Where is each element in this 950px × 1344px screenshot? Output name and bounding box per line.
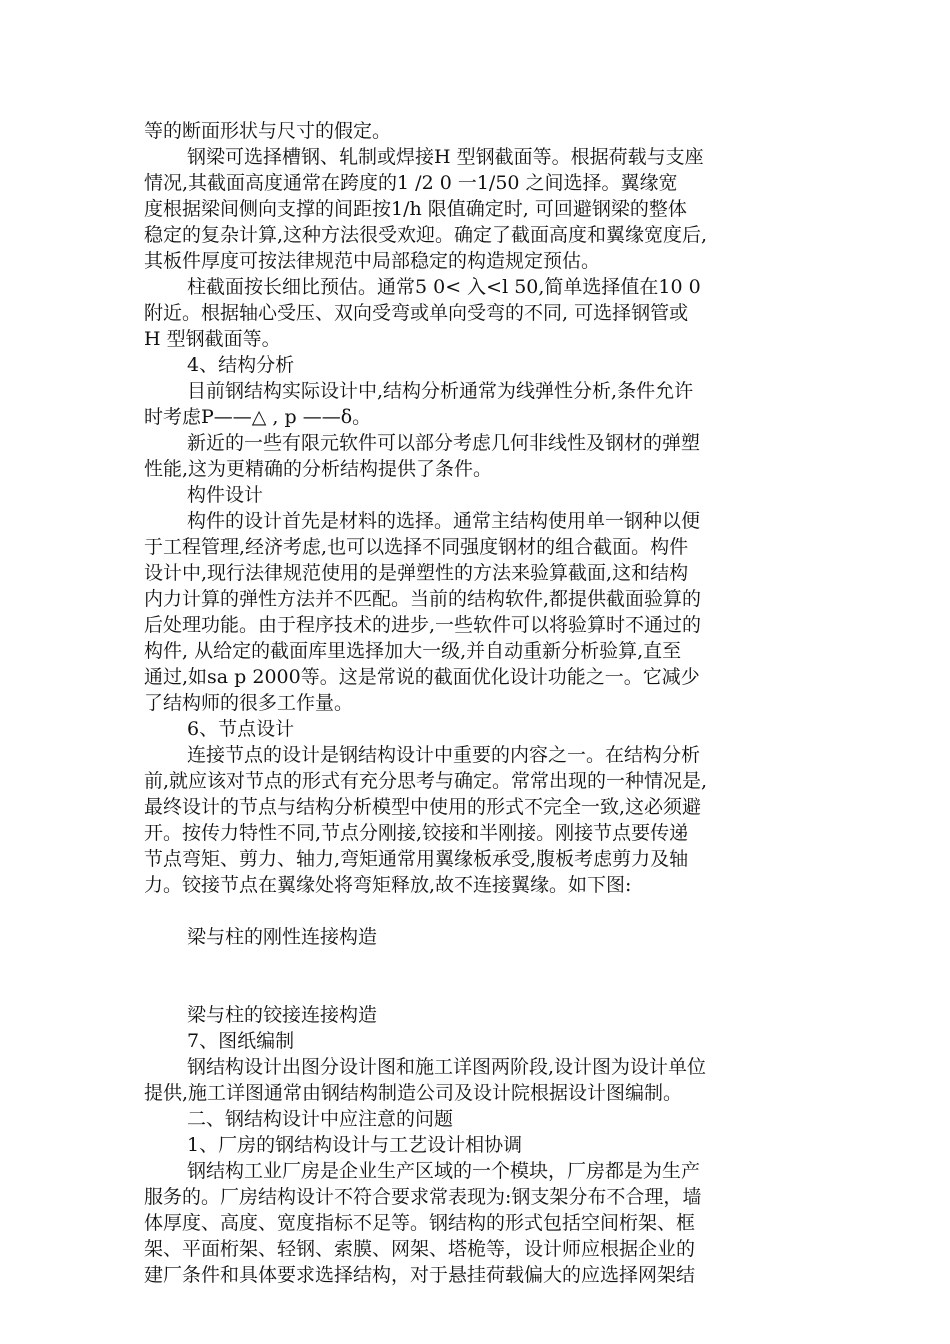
- text-line: 等的断面形状与尺寸的假定。: [144, 120, 392, 142]
- text-line: 梁与柱的铰接连接构造: [187, 1004, 378, 1026]
- text-line: 节点弯矩、剪力、轴力,弯矩通常用翼缘板承受,腹板考虑剪力及轴: [144, 848, 689, 870]
- text-line: 钢梁可选择槽钢、轧制或焊接H 型钢截面等。根据荷载与支座: [187, 146, 704, 168]
- text-line: 于工程管理,经济考虑,也可以选择不同强度钢材的组合截面。构件: [144, 536, 689, 558]
- text-line: 其板件厚度可按法律规范中局部稳定的构造规定预估。: [144, 250, 601, 272]
- text-line: 服务的。厂房结构设计不符合要求常表现为:钢支架分布不合理，墙: [144, 1186, 702, 1208]
- text-line: 了结构师的很多工作量。: [144, 692, 354, 714]
- text-line: 7、图纸编制: [187, 1030, 295, 1052]
- text-line: 最终设计的节点与结构分析模型中使用的形式不完全一致,这必须避: [144, 796, 702, 818]
- text-line: 通过,如sa p 2000等。这是常说的截面优化设计功能之一。它减少: [144, 666, 700, 688]
- document-page: [144, 118, 804, 1288]
- text-line: 架、平面桁架、轻钢、索膜、网架、塔桅等，设计师应根据企业的: [144, 1238, 696, 1260]
- blank-line: [144, 898, 804, 924]
- text-line: 二、钢结构设计中应注意的问题: [187, 1108, 454, 1130]
- text-line: 力。铰接节点在翼缘处将弯矩释放,故不连接翼缘。如下图:: [144, 874, 632, 896]
- text-line: 情况,其截面高度通常在跨度的1 /2 0 一1/50 之间选择。翼缘宽: [144, 172, 678, 194]
- text-line: 构件设计: [187, 484, 264, 506]
- text-line: 体厚度、高度、宽度指标不足等。钢结构的形式包括空间桁架、框: [144, 1212, 696, 1234]
- blank-line: [144, 950, 804, 976]
- text-line: 提供,施工详图通常由钢结构制造公司及设计院根据设计图编制。: [144, 1082, 683, 1104]
- text-line: H 型钢截面等。: [144, 328, 281, 350]
- text-line: 4、结构分析: [187, 354, 295, 376]
- text-line: 前,就应该对节点的形式有充分思考与确定。常常出现的一种情况是,: [144, 770, 708, 792]
- text-line: 连接节点的设计是钢结构设计中重要的内容之一。在结构分析: [187, 744, 701, 766]
- text-line: 钢结构设计出图分设计图和施工详图两阶段,设计图为设计单位: [187, 1056, 707, 1078]
- text-line: 钢结构工业厂房是企业生产区域的一个模块，厂房都是为生产: [187, 1160, 701, 1182]
- text-line: 新近的一些有限元软件可以部分考虑几何非线性及钢材的弹塑: [187, 432, 701, 454]
- text-line: 设计中,现行法律规范使用的是弹塑性的方法来验算截面,这和结构: [144, 562, 689, 584]
- text-line: 开。按传力特性不同,节点分刚接,铰接和半刚接。刚接节点要传递: [144, 822, 689, 844]
- text-line: 性能,这为更精确的分析结构提供了条件。: [144, 458, 493, 480]
- text-line: 度根据梁间侧向支撑的间距按1/h 限值确定时, 可回避钢梁的整体: [144, 198, 687, 220]
- text-line: 柱截面按长细比预估。通常5 0< 入<l 50,简单选择值在10 0: [187, 276, 701, 298]
- text-line: 1、厂房的钢结构设计与工艺设计相协调: [187, 1134, 523, 1156]
- text-line: 内力计算的弹性方法并不匹配。当前的结构软件,都提供截面验算的: [144, 588, 702, 610]
- text-line: 目前钢结构实际设计中,结构分析通常为线弹性分析,条件允许: [187, 380, 694, 402]
- text-line: 附近。根据轴心受压、双向受弯或单向受弯的不同, 可选择钢管或: [144, 302, 689, 324]
- text-line: 建厂条件和具体要求选择结构，对于悬挂荷载偏大的应选择网架结: [144, 1264, 696, 1286]
- text-line: 6、节点设计: [187, 718, 295, 740]
- text-line: 时考虑P——△ , p ——δ。: [144, 406, 372, 428]
- text-line: 构件的设计首先是材料的选择。通常主结构使用单一钢种以便: [187, 510, 701, 532]
- text-line: 梁与柱的刚性连接构造: [187, 926, 378, 948]
- text-line: 后处理功能。由于程序技术的进步,一些软件可以将验算时不通过的: [144, 614, 702, 636]
- text-line: 构件, 从给定的截面库里选择加大一级,并自动重新分析验算,直至: [144, 640, 682, 662]
- text-line: 稳定的复杂计算,这种方法很受欢迎。确定了截面高度和翼缘宽度后,: [144, 224, 708, 246]
- blank-line: [144, 976, 804, 1002]
